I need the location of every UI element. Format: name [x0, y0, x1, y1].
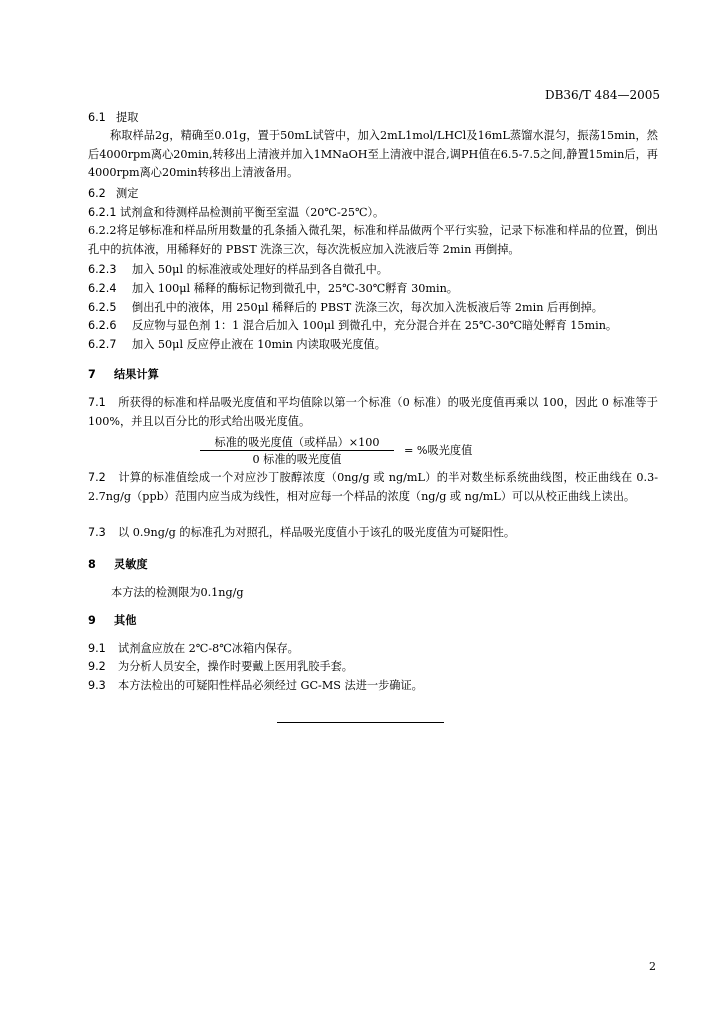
item-7-2	[88, 469, 658, 506]
sensitivity-text: 本方法的检测限为0.1ng/g	[111, 586, 244, 599]
item-9-2	[88, 659, 353, 675]
heading-number: 9	[88, 614, 96, 627]
item-9-3	[88, 678, 423, 694]
heading-title: 结果计算	[114, 368, 159, 381]
item-number: 9.2	[88, 660, 106, 673]
item-text: 试剂盒和待测样品检测前平衡至室温（20℃-25℃）。	[120, 206, 385, 219]
heading-6-1	[88, 109, 138, 125]
heading-title: 提取	[116, 111, 139, 124]
item-text: 加入 100μl 稀释的酶标记物到微孔中，25℃-30℃孵育 30min。	[132, 282, 458, 295]
item-text: 反应物与显色剂 1：1 混合后加入 100μl 到微孔中，充分混合并在 25℃-30℃暗处孵育 15min。	[132, 319, 618, 332]
item-6-2-7	[88, 337, 386, 353]
page-number: 2	[649, 960, 656, 973]
end-rule	[277, 722, 444, 723]
heading-7	[88, 367, 159, 383]
item-number: 6.2.7	[88, 338, 117, 351]
item-text: 本方法检出的可疑阳性样品必须经过 GC-MS 法进一步确证。	[118, 679, 423, 692]
formula-denominator: 0 标准的吸光度值	[252, 453, 342, 466]
heading-8	[88, 557, 148, 573]
item-number: 7.3	[88, 526, 106, 539]
item-text: 试剂盒应放在 2℃-8℃冰箱内保存。	[118, 642, 299, 655]
paragraph-extraction: 称取样品2g，精确至0.01g，置于50mL试管中，加入2mL1mol/LHCl及16mL蒸馏水混匀，振荡15min，然后4000rpm离心20min,转移出上清液并加入1MNaOH至上清液中混合,调PH值在6.5-7.5之间,静置15min后，再4000rpm离心20min转移出上清液备用。	[88, 129, 658, 179]
heading-title: 其他	[114, 614, 137, 627]
heading-title: 灵敏度	[114, 558, 148, 571]
heading-title: 测定	[116, 187, 139, 200]
item-number: 7.1	[88, 396, 106, 409]
item-text: 倒出孔中的液体，用 250μl 稀释后的 PBST 洗涤三次，每次加入洗板液后等 2min 后再倒掉。	[132, 301, 603, 314]
item-number: 7.2	[88, 471, 106, 484]
item-6-2-1	[88, 205, 384, 221]
item-6-2-2	[88, 222, 658, 259]
formula-result: = %吸光度值	[404, 444, 473, 457]
item-7-1	[88, 394, 658, 431]
item-9-1	[88, 641, 299, 657]
heading-9	[88, 613, 136, 629]
heading-number: 6.2	[88, 187, 106, 200]
heading-number: 8	[88, 558, 96, 571]
heading-6-2	[88, 185, 138, 201]
item-number: 9.3	[88, 679, 106, 692]
item-number: 6.2.5	[88, 301, 117, 314]
item-text: 将足够标准和样品所用数量的孔条插入微孔架，标准和样品做两个平行实验，记录下标准和样品的位置，倒出孔中的抗体液，用稀释好的 PBST 洗涤三次，每次洗板应加入洗液后等 2min 再倒掉。	[88, 224, 658, 256]
standard-code: DB36/T 484—2005	[544, 88, 660, 102]
item-text: 计算的标准值绘成一个对应沙丁胺醇浓度（0ng/g 或 ng/mL）的半对数坐标系统曲线图，校正曲线在 0.3-2.7ng/g（ppb）范围内应当成为线性，相对应每一个样品的浓度（ng/g 或 ng/mL）可以从校正曲线上读出。	[88, 471, 658, 503]
item-number: 6.2.4	[88, 282, 117, 295]
heading-number: 7	[88, 368, 96, 381]
item-text: 加入 50μl 反应停止液在 10min 内读取吸光度值。	[132, 338, 386, 351]
item-text: 所获得的标准和样品吸光度值和平均值除以第一个标准（0 标准）的吸光度值再乘以 100，因此 0 标准等于 100%，并且以百分比的形式给出吸光度值。	[88, 396, 658, 428]
item-6-2-4	[88, 281, 458, 297]
formula-numerator: 标准的吸光度值（或样品）×100	[214, 436, 380, 449]
item-6-2-5	[88, 300, 603, 316]
item-number: 6.2.3	[88, 263, 117, 276]
item-number: 6.2.2	[88, 224, 117, 237]
item-text: 为分析人员安全，操作时要戴上医用乳胶手套。	[118, 660, 353, 673]
item-7-3	[88, 525, 515, 541]
item-number: 9.1	[88, 642, 106, 655]
item-6-2-3	[88, 262, 388, 278]
item-text: 以 0.9ng/g 的标准孔为对照孔，样品吸光度值小于该孔的吸光度值为可疑阳性。	[118, 526, 516, 539]
item-text: 加入 50μl 的标准液或处理好的样品到各自微孔中。	[132, 263, 388, 276]
item-number: 6.2.6	[88, 319, 117, 332]
item-number: 6.2.1	[88, 206, 117, 219]
heading-number: 6.1	[88, 111, 106, 124]
item-6-2-6	[88, 318, 617, 334]
